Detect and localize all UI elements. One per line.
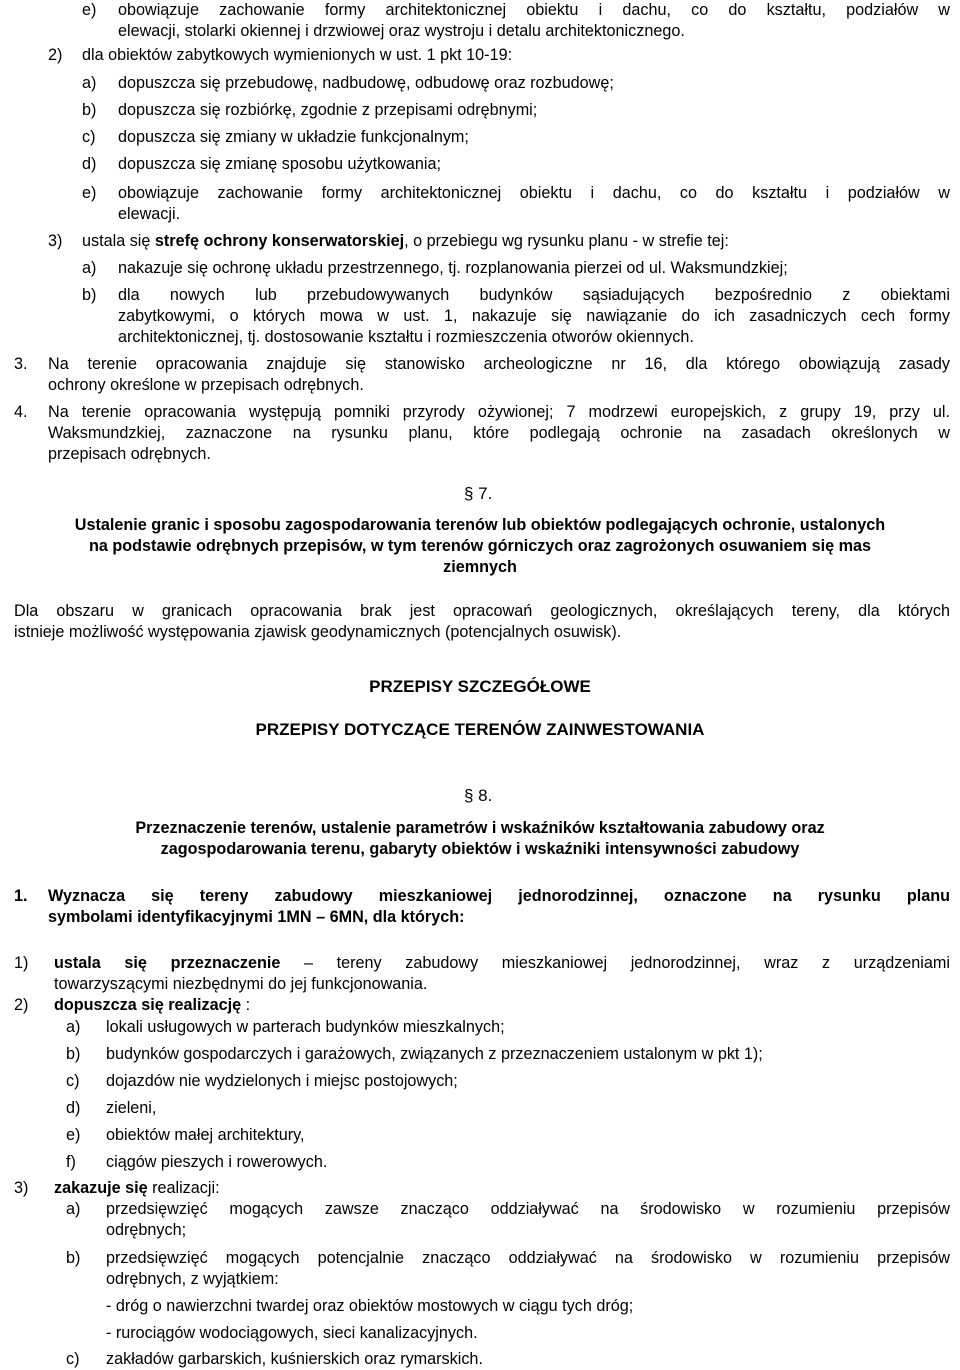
item-label: b) (82, 286, 97, 304)
item-label: 3) (14, 1179, 29, 1197)
paragraph-line: obowiązuje zachowanie formy architektonicznej obiektu i dachu, co do kształtu i podziałów w (118, 184, 950, 202)
list-item: zieleni, (106, 1099, 157, 1117)
item-label: a) (82, 74, 97, 92)
paragraph-line: towarzyszącymi niezbędnymi do jej funkcjonowania. (54, 975, 428, 993)
item-label: 3) (48, 232, 63, 250)
section-paragraph-number: § 7. (464, 484, 493, 503)
paragraph-line (82, 231, 729, 252)
paragraph-line: przedsięwzięć mogących zawsze znacząco oddziaływać na środowisko w rozumieniu przepisów (106, 1200, 950, 1218)
item-label: a) (66, 1018, 81, 1036)
section-paragraph-number: § 8. (464, 786, 493, 805)
paragraph-line: elewacji. (118, 205, 181, 223)
paragraph-line: dla obiektów zabytkowych wymienionych w ust. 1 pkt 10-19: (82, 46, 513, 64)
item-label: a) (82, 259, 97, 277)
item-label: e) (66, 1126, 81, 1144)
item-label: 1) (14, 954, 29, 972)
paragraph-line: istnieje możliwość występowania zjawisk geodynamicznych (potencjalnych osuwisk). (14, 623, 622, 641)
item-label: b) (82, 101, 97, 119)
section-number: 1. (14, 887, 28, 905)
list-item: dopuszcza się zmianę sposobu użytkowania; (118, 155, 442, 173)
paragraph-line: zabytkowymi, o których mowa w ust. 1, nakazuje się nawiązanie do ich zasadniczych cech formy (118, 307, 950, 325)
item-label: a) (66, 1200, 81, 1218)
paragraph-line: Waksmundzkiej, zaznaczone na rysunku planu, które podlegają ochronie na zasadach określonych w (48, 424, 950, 442)
list-item: dopuszcza się zmiany w układzie funkcjonalnym; (118, 128, 469, 146)
list-item: budynków gospodarczych i garażowych, związanych z przeznaczeniem ustalonym w pkt 1); (106, 1045, 763, 1063)
paragraph-line (54, 995, 250, 1016)
section-heading: ziemnych (443, 558, 517, 576)
paragraph-line (54, 1178, 220, 1199)
paragraph-line: Na terenie opracowania znajduje się stanowisko archeologiczne nr 16, dla którego obowiązują zasady (48, 355, 950, 373)
item-label: d) (66, 1099, 81, 1117)
paragraph-line: dla nowych lub przebudowywanych budynków sąsiadujących bezpośrednio z obiektami (118, 286, 950, 304)
list-item: dopuszcza się przebudowę, nadbudowę, odbudowę oraz rozbudowę; (118, 74, 614, 92)
text-run: , o przebiegu wg rysunku planu - w strefie tej: (404, 232, 729, 250)
list-item: - dróg o nawierzchni twardej oraz obiektów mostowych w ciągu tych dróg; (106, 1297, 634, 1315)
item-label: c) (66, 1072, 80, 1090)
section-heading: zagospodarowania terenu, gabaryty obiektów i wskaźniki intensywności zabudowy (160, 840, 800, 858)
list-item: dopuszcza się rozbiórkę, zgodnie z przepisami odrębnymi; (118, 101, 538, 119)
item-label: c) (66, 1350, 80, 1368)
bold-term: ustala się przeznaczenie (54, 954, 281, 972)
paragraph-line: ochrony określone w przepisach odrębnych. (48, 376, 364, 394)
text-run: – tereny zabudowy mieszkaniowej jednorodzinnej, wraz z urządzeniami (280, 954, 950, 972)
item-label: 2) (48, 46, 63, 64)
section-heading: Ustalenie granic i sposobu zagospodarowania terenów lub obiektów podlegających ochronie, ustalonych (74, 516, 886, 534)
major-heading: PRZEPISY SZCZEGÓŁOWE (369, 677, 591, 696)
paragraph-line: symbolami identyfikacyjnymi 1MN – 6MN, dla których: (48, 908, 465, 926)
list-item: lokali usługowych w parterach budynków mieszkalnych; (106, 1018, 505, 1036)
item-label: f) (66, 1153, 76, 1171)
paragraph-line: Dla obszaru w granicach opracowania brak jest opracowań geologicznych, określających tereny, dla których (14, 602, 950, 620)
bold-term: strefę ochrony konserwatorskiej (154, 232, 405, 250)
text-run: : (241, 996, 251, 1014)
major-heading: PRZEPISY DOTYCZĄCE TERENÓW ZAINWESTOWANIA (255, 720, 705, 739)
bold-term: zakazuje się (54, 1179, 148, 1197)
bold-term: dopuszcza się realizację (54, 996, 242, 1014)
item-label: b) (66, 1249, 81, 1267)
item-label: c) (82, 128, 96, 146)
section-number: 3. (14, 355, 28, 373)
item-label: 2) (14, 996, 29, 1014)
paragraph-line: przedsięwzięć mogących potencjalnie znacząco oddziaływać na środowisko w rozumieniu przepisów (106, 1249, 950, 1267)
item-label: e) (82, 1, 97, 19)
item-label: d) (82, 155, 97, 173)
paragraph-line: przepisach odrębnych. (48, 445, 211, 463)
list-item: nakazuje się ochronę układu przestrzennego, tj. rozplanowania pierzei od ul. Waksmundzkiej; (118, 259, 788, 277)
item-label: e) (82, 184, 97, 202)
paragraph-line: elewacji, stolarki okiennej i drzwiowej oraz wystroju i detalu architektonicznego. (118, 22, 685, 40)
paragraph-line: Na terenie opracowania występują pomniki przyrody ożywionej; 7 modrzewi europejskich, z grupy 19, przy ul. (48, 403, 950, 421)
item-label: b) (66, 1045, 81, 1063)
paragraph-line: obowiązuje zachowanie formy architektonicznej obiektu i dachu, co do kształtu, podziałów w (118, 1, 950, 19)
section-number: 4. (14, 403, 28, 421)
list-item: zakładów garbarskich, kuśnierskich oraz rymarskich. (106, 1350, 483, 1368)
paragraph-line: odrębnych; (106, 1221, 187, 1239)
section-heading: Przeznaczenie terenów, ustalenie parametrów i wskaźników kształtowania zabudowy oraz (135, 819, 825, 837)
paragraph-line: Wyznacza się tereny zabudowy mieszkaniowej jednorodzinnej, oznaczone na rysunku planu (48, 887, 950, 905)
list-item: - rurociągów wodociągowych, sieci kanalizacyjnych. (106, 1324, 478, 1342)
paragraph-line: odrębnych, z wyjątkiem: (106, 1270, 279, 1288)
list-item: ciągów pieszych i rowerowych. (106, 1153, 328, 1171)
list-item: dojazdów nie wydzielonych i miejsc postojowych; (106, 1072, 458, 1090)
paragraph-line: architektonicznej, tj. dostosowanie kształtu i rozmieszczenia otworów okiennych. (118, 328, 694, 346)
text-run: realizacji: (147, 1179, 220, 1197)
paragraph-line (54, 953, 950, 974)
section-heading: na podstawie odrębnych przepisów, w tym terenów górniczych oraz zagrożonych osuwaniem się mas (89, 537, 871, 555)
text-run: ustala się (82, 232, 155, 250)
list-item: obiektów małej architektury, (106, 1126, 305, 1144)
